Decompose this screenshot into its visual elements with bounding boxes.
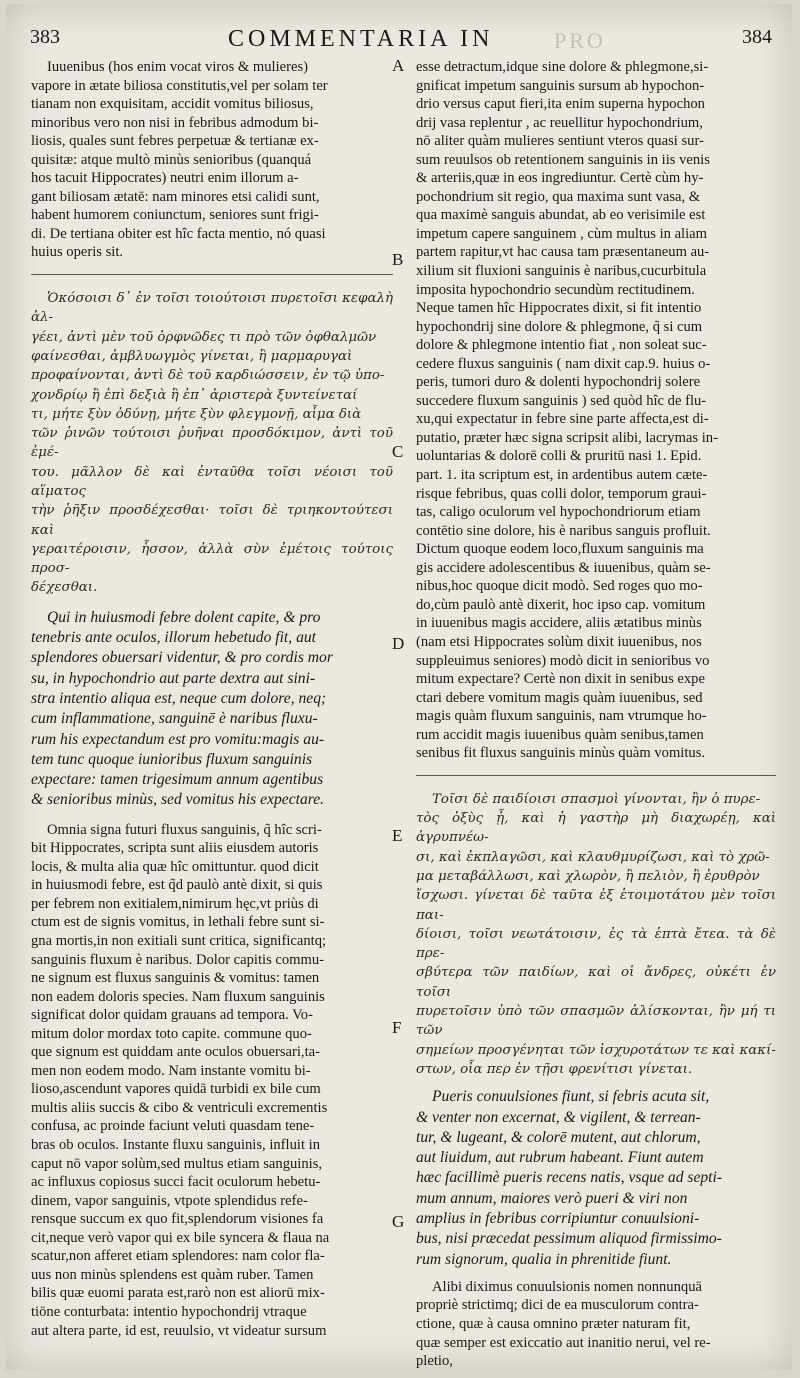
text-line: ἴσχωσι. γίνεται δὲ ταῦτα ἐξ ἑτοιμοτάτου μὲν τοῖσι παι- [416, 888, 776, 923]
text-line: bus, nisi præcedat pessimum aliquod firmissimo- [416, 1230, 722, 1248]
text-line: ctari debere vomitum magis quàm iuuenibus, sed [416, 689, 703, 706]
text-line: peris, tumori duro & dolenti hypochondrij solere [416, 374, 701, 391]
text-line: aut altera parte, id est, reuulsio, vt videatur sursum [31, 1322, 327, 1339]
text-line: magis quàm fluxum sanguinis, nam vtrumque ho- [416, 708, 707, 725]
text-line: Ὁκόσοισι δ᾽ ἐν τοῖσι τοιούτοισι πυρετοῖσι κεφαλὴ ἀλ- [31, 291, 393, 326]
text-line: do,cùm paulò antè dixerit, hoc ipso cap. vomitum [416, 596, 706, 613]
text-line: τὸς ὀξὺς ᾖ, καὶ ἡ γαστὴρ μὴ διαχωρέῃ, καὶ ἀγρυπνέω- [416, 811, 776, 846]
left-column [31, 58, 393, 1340]
text-line: πυρετοῖσιν ὑπὸ τῶν σπασμῶν ἁλίσκονται, ἢν μή τι τῶν [416, 1004, 776, 1039]
text-line: stra intentio aliqua est, neque cum dolore, neq; [31, 689, 327, 707]
commentary-block [416, 1278, 776, 1371]
section-letter-f: F [392, 1018, 402, 1037]
text-line: huius operis sit. [31, 244, 124, 261]
text-line: ctum est de signis vomitus, in lethali febre sunt si- [31, 914, 325, 931]
greek-aphorism [416, 790, 776, 1079]
text-line: γεραιτέροισιν, ἧσσον, ἀλλὰ σὺν ἐμέτοις τούτοις προσ- [31, 541, 393, 577]
text-line: suppleuimus seniores) modò dicit in senioribus vo [416, 652, 710, 669]
text-line: expectare: tamen trigesimum annum agentibus [31, 771, 324, 789]
text-line: hæc facillimè pueris recens natis, vsque ad septi- [416, 1169, 723, 1187]
text-line: rum his expectandum est pro vomitu:magis au- [31, 730, 325, 748]
text-line: & venter non excernat, & vigilent, & terrean- [416, 1108, 701, 1126]
right-column [416, 58, 776, 1371]
text-line: succedere fluxum sanguinis ) sed quòd hîc de flu- [416, 392, 707, 409]
text-line: tas, caligo oculorum vel hypochondriorum etiam [416, 504, 701, 521]
text-line: caput nō vapor solùm,sed multus etiam sanguinis, [31, 1155, 323, 1172]
text-line: impetum capere sanguinem , cùm multus in aliam [416, 225, 707, 242]
text-line: mum annum, maiores verò pueri & viri non [416, 1189, 688, 1207]
text-line: cit,neque verò vapor qui ex bile syncera & flaua na [31, 1229, 330, 1246]
text-line: lioso,ascendunt vapores quidā turbidi ex bile cum [31, 1081, 321, 1098]
text-line: tiōne conturbata: intentio hypochondrij vtraque [31, 1303, 307, 1320]
text-line: tianam non exquisitam, accidit vomitus biliosus, [31, 96, 314, 113]
text-line: tem tunc quoque iunioribus fluxum sanguinis [31, 750, 313, 768]
text-line: locis, & multa alia quæ hîc omittuntur. quod dicit [31, 858, 319, 875]
text-line: quæ semper est exiccatio aut inanitio nerui, vel re- [416, 1334, 711, 1351]
running-title: COMMENTARIA IN [228, 26, 494, 52]
text-line: ctione, quæ à causa omnino præter naturam fit, [416, 1316, 691, 1332]
page-number-left: 383 [30, 26, 60, 48]
text-line: sanguinis fluxum è naribus. Dolor capitis commu- [31, 951, 325, 968]
bleed-through-text: PRO [554, 28, 606, 53]
text-line: senibus fit fluxus sanguinis minùs quàm vomitus. [416, 745, 706, 762]
text-line: scatur,non afferet etiam splendores: nam color fla- [31, 1248, 325, 1265]
text-line: Iuuenibus (hos enim vocat viros & mulieres) [47, 59, 309, 75]
text-line: xu,qui expectatur in febre sine parte affecta,est di- [416, 411, 709, 428]
latin-translation [416, 1087, 776, 1270]
section-letter-c: C [392, 442, 404, 461]
text-line: liosis, quales sunt febres perpetuæ & tertianæ ex- [31, 133, 319, 150]
section-letter-b: B [392, 250, 404, 269]
greek-aphorism [31, 289, 393, 598]
text-line: per febrem non exitialem,nimirum hęc,vt priùs di [31, 895, 319, 912]
text-line: significat dolor quidam grauans ad tempora. Vo- [31, 1007, 313, 1024]
text-line: aut liuidum, aut rubrum habeant. Fiunt autem [416, 1149, 704, 1167]
text-line: φαίνεσθαι, ἀμβλυωγμὸς γίνεται, ἢ μαρμαρυγαὶ [31, 348, 353, 364]
section-divider [416, 775, 776, 776]
text-line: γέει, ἀντὶ μὲν τοῦ ὀρφνῶδες τι πρὸ τῶν ὀφθαλμῶν [31, 329, 377, 345]
text-line: δέχεσθαι. [31, 580, 98, 596]
text-line: Omnia signa futuri fluxus sanguinis, q̃ hîc scri- [47, 821, 322, 838]
text-line: propriè strictimq; dici de ea musculorum contra- [416, 1297, 699, 1314]
text-line: drij vasa replentur , ac reuellitur hypochondrium, [416, 114, 703, 131]
text-line: in huiusmodi febre, est q̃d paulò antè dixit, si quis [31, 877, 323, 894]
section-divider [31, 274, 393, 275]
text-line: τῶν ῥινῶν τούτοισι ῥυῆναι προσδόκιμον, ἀντὶ τοῦ ἐμέ- [31, 426, 393, 461]
text-line: men non eodem modo. Nam instante vomitu bi- [31, 1062, 311, 1079]
text-line: qua maximè sanguis abundat, ab eo verisimile est [416, 207, 706, 224]
text-line: προφαίνονται, ἀντὶ δὲ τοῦ καρδιώσσειν, ἐν τῷ ὑπο- [31, 368, 385, 384]
text-line: σι, καὶ ἐκπλαγῶσι, καὶ κλαυθμυρίζωσι, καὶ τὸ χρῶ- [416, 849, 770, 865]
text-line: στων, οἷα περ ἐν τῇσι φρενίτισι γίνεται. [416, 1061, 693, 1077]
commentary-block [31, 58, 393, 262]
text-line: tenebris ante oculos, illorum hebetudo fit, aut [31, 629, 316, 647]
text-line: gant biliosam ætatē: nam minores etsi calidi sunt, [31, 188, 320, 205]
text-line: sum reuulsos ob retentionem sanguinis in iis venis [416, 151, 710, 168]
text-line: ac influxus copiosus succi facit oculorum hebetu- [31, 1174, 321, 1191]
text-line: pochondrium sit regio, qua maxima sunt vasa, & [416, 188, 701, 205]
text-line: dinem, vapor sanguinis, vtpote splendidus refe- [31, 1192, 308, 1209]
text-line: confusa, ac proinde faciunt veluti quasdam tene- [31, 1118, 315, 1135]
section-letter-d: D [392, 634, 405, 653]
page-number-right: 384 [742, 26, 772, 48]
text-line: non eadem doloris species. Nam fluxum sanguinis [31, 988, 325, 1005]
text-line: part. 1. ita scriptum est, in ardentibus autem cæte- [416, 467, 708, 484]
section-letter-g: G [392, 1212, 405, 1231]
text-line: Qui in huiusmodi febre dolent capite, & pro [47, 608, 321, 626]
text-line: que signum est quiddam ante oculos obuersari,ta- [31, 1044, 320, 1061]
text-line: mitum dolor mordax toto capite. commune quo- [31, 1025, 312, 1042]
text-line: vapore in ætate biliosa constitutis,vel per solam ter [31, 77, 328, 94]
text-line: σβύτερα τῶν παιδίων, καὶ οἱ ἄνδρες, οὐκέτι ἐν τοῖσι [416, 965, 776, 1000]
text-line: minoribus vero non nisi in febribus admodum bi- [31, 114, 319, 131]
text-line: rum signorum, qualia in phrenitide fiunt. [416, 1250, 672, 1268]
text-line: Neque tamen hîc Hippocrates dixit, si fit intentio [416, 300, 702, 317]
text-line: multis aliis succis & cibo & ventriculi excrementis [31, 1099, 328, 1116]
text-line: pletio, [416, 1353, 453, 1370]
text-line: του. μᾶλλον δὲ καὶ ἐνταῦθα τοῖσι νέοισι τοῦ αἵματος [31, 464, 393, 499]
text-line: δίοισι, τοῖσι νεωτάτοισιν, ἐς τὰ ἑπτὰ ἔτεα. τὰ δὲ πρε- [416, 926, 776, 962]
book-page [6, 4, 792, 1370]
text-line: habent humorem coniunctum, seniores sunt frigi- [31, 207, 319, 224]
text-line: ne signum est fluxus sanguinis & vomitus: tamen [31, 970, 320, 987]
text-line: μα μεταβάλλωσι, καὶ χλωρὸν, ἢ πελιὸν, ἢ ἐρυθρὸν [416, 868, 760, 884]
commentary-block [31, 821, 393, 1340]
text-line: gna mortis,in non exitiali sunt critica, significantq; [31, 933, 327, 950]
text-line: cum inflammatione, sanguinē è naribus fluxu- [31, 710, 318, 728]
text-line: σημείων προσγένηται τῶν ἰσχυροτάτων τε καὶ κακί- [416, 1042, 776, 1058]
text-line: & arteriis,quæ in eos ingrediuntur. Certè cùm hy- [416, 170, 704, 187]
text-line: τι, μήτε ξὺν ὀδύνῃ, μήτε ξὺν φλεγμονῇ, αἷμα διὰ [31, 406, 362, 422]
text-line: hypochondrij sine dolore & phlegmone, q̃ si cum [416, 318, 703, 335]
text-line: mitum expectare? Certè non dixit in senibus expe [416, 671, 705, 688]
text-line: bit Hippocrates, scripta sunt aliis eiusdem autoris [31, 840, 319, 857]
text-line: tur, & lugeant, & colorē mutent, aut chlorum, [416, 1128, 701, 1146]
latin-translation [31, 608, 393, 811]
text-line: hos tacuit Hippocrates) neutri enim illorum a- [31, 170, 299, 187]
text-line: Dictum quoque eodem loco,fluxum sanguinis ma [416, 541, 704, 558]
text-line: (nam etsi Hippocrates solùm dixit iuuenibus, nos [416, 633, 702, 650]
text-line: in iuuenibus magis accidere, aliis ætatibus minùs [416, 615, 702, 632]
text-line: xilium sit fluxioni sanguinis è naribus,cucurbitula [416, 263, 707, 280]
text-line: imposita hypochondrio secundùm rectitudinem. [416, 281, 695, 298]
text-line: Τοῖσι δὲ παιδίοισι σπασμοὶ γίνονται, ἢν ὁ πυρε- [432, 791, 761, 807]
text-line: esse detractum,idque sine dolore & phlegmone,si- [416, 59, 709, 75]
text-line: Pueris conuulsiones fiunt, si febris acuta sit, [432, 1088, 710, 1106]
text-line: drio versus caput fieri,ita enim superna hypochon [416, 96, 705, 113]
text-line: quisitæ: atque multò minùs senioribus (quanquá [31, 151, 312, 168]
text-line: gis accidere adolescentibus & iuuenibus, quàm se- [416, 559, 711, 576]
text-line: di. De tertiana obiter est hîc facta mentio, nó quasi [31, 225, 326, 242]
text-line: gnificat impetum sanguinis sursum ab hypochon- [416, 77, 705, 94]
text-line: χονδρίῳ ἢ ἐπὶ δεξιὰ ἢ ἐπ᾽ ἀριστερὰ ξυντείνεταί [31, 387, 358, 403]
text-line: rum accidit magis iuuenibus quàm senibus,tamen [416, 726, 704, 743]
commentary-block [416, 58, 776, 763]
text-line: cedere fluxus sanguinis ( nam dixit cap.9. huius o- [416, 355, 711, 372]
text-line: Alibi diximus conuulsionis nomen nonnunquā [432, 1278, 702, 1295]
text-line: risque febribus, quas colli dolor, temporum graui- [416, 485, 707, 502]
text-line: & senioribus minùs, sed vomitus his expectare. [31, 791, 325, 809]
text-line: putatio, præter hæc signa scripsit alibi, lacrymas in- [416, 429, 718, 446]
text-line: rensque succum ex quo fit,splendorum visiones fa [31, 1211, 324, 1228]
text-line: dolore & phlegmone intentio fiat , non soleat suc- [416, 337, 707, 354]
text-line: su, in hypochondrio aut parte dextra aut sini- [31, 669, 316, 687]
text-line: bras ob oculos. Instante fluxu sanguinis, influit in [31, 1137, 321, 1154]
section-letter-e: E [392, 826, 403, 845]
running-header [6, 26, 792, 56]
text-line: uoluntarias & dolorē colli & pruritū nasi 1. Epid. [416, 448, 702, 465]
text-line: splendores obuersari videntur, & pro cordis mor [31, 649, 333, 667]
text-line: contētio sine dolore, his è naribus sanguis profluit. [416, 522, 711, 539]
text-line: nibus,hoc quoque dicit modò. Sed roges quo mo- [416, 578, 703, 595]
text-line: τὴν ῥῆξιν προσδέχεσθαι· τοῖσι δὲ τριηκοντούτεσι καὶ [31, 503, 393, 538]
text-line: bilis quæ euomi parata est,rarò non est aliorū mix- [31, 1285, 325, 1302]
text-line: partem rapitur,vt hac causa tam præsentaneum au- [416, 244, 710, 261]
text-line: uus non minùs splendens est quàm ruber. Tamen [31, 1266, 314, 1283]
section-letter-a: A [392, 56, 405, 75]
text-line: nō aliter quàm mulieres sentiunt vteros quasi sur- [416, 133, 704, 150]
text-line: amplius in febribus corripiuntur conuulsioni- [416, 1210, 700, 1228]
